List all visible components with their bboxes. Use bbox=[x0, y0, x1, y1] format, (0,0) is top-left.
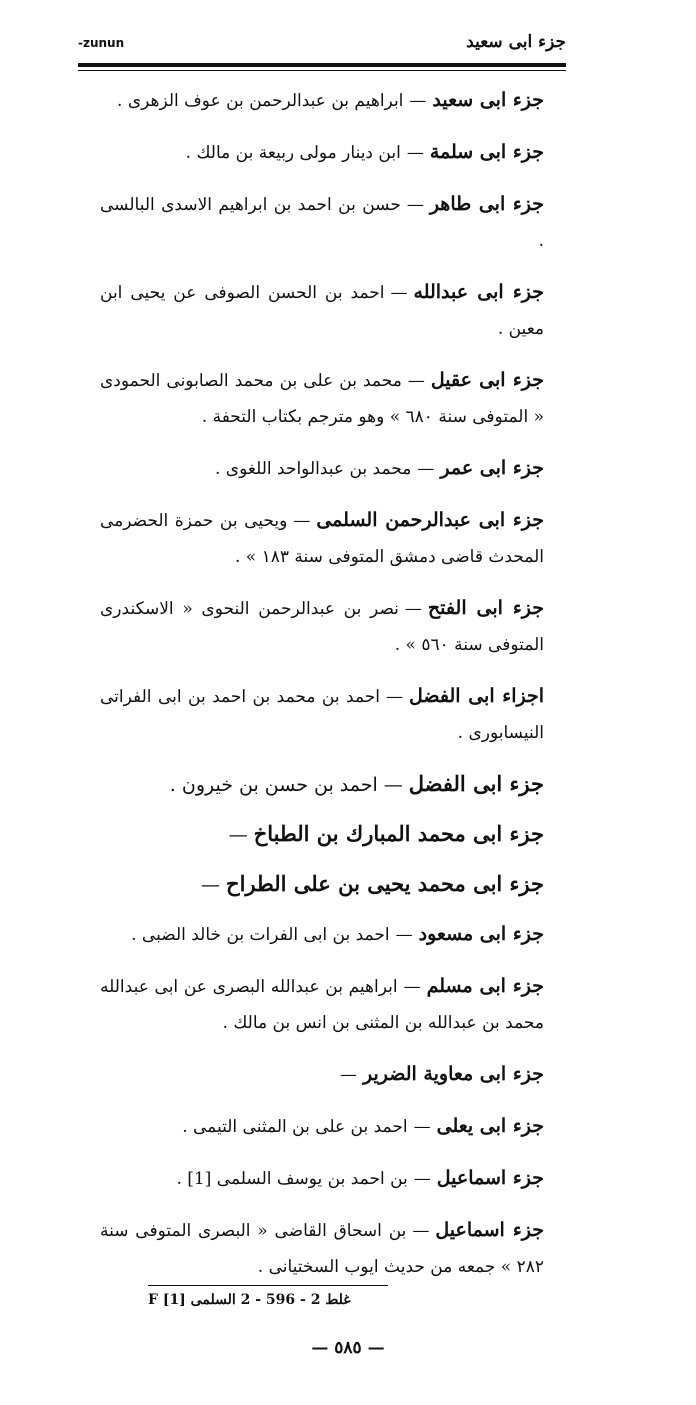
entry-dash: — bbox=[386, 687, 404, 707]
entry-text: ابن دينار مولى ربيعة بن مالك . bbox=[185, 143, 401, 163]
entry-text: احمد بن حسن بن خيرون . bbox=[169, 774, 378, 796]
entry-title: جزء ابى عبدالله bbox=[413, 281, 544, 303]
entry-title: جزء ابى مسلم bbox=[426, 975, 545, 997]
entry-title: جزء ابى عقيل bbox=[430, 369, 544, 391]
entry-text: احمد بن على بن المثنى التيمى . bbox=[182, 1117, 408, 1137]
header-left-text: -zunun bbox=[78, 36, 125, 50]
entry-title: جزء ابى سعيد bbox=[432, 89, 544, 111]
entry-dash: — bbox=[413, 1117, 431, 1137]
entry-title: جزء ابى محمد يحيى بن على الطراح bbox=[226, 871, 544, 896]
entry-title: جزء ابى الفتح bbox=[427, 597, 544, 619]
entry bbox=[100, 1212, 544, 1285]
entry-title: جزء ابى سلمة bbox=[429, 141, 544, 163]
entry-text: بن اسحاق القاضى « البصرى المتوفى سنة ٢٨٢ » جمعه من حديث ايوب السختيانى . bbox=[100, 1221, 544, 1277]
entry-dash: — bbox=[395, 925, 413, 945]
footnote: غلط 2 - 596 - 2 السلمى F [1] bbox=[148, 1292, 351, 1308]
entry bbox=[100, 968, 544, 1041]
entry bbox=[100, 1056, 544, 1093]
entry-text: ابراهيم بن عبدالله البصرى عن ابى عبدالله محمد بن عبدالله بن المثنى بن انس بن مالك . bbox=[100, 977, 544, 1033]
entry-dash: — bbox=[413, 1169, 431, 1189]
entry-text: نصر بن عبدالرحمن النحوى « الاسكندرى المتوفى سنة ٥٦٠ » . bbox=[100, 599, 544, 655]
entry-title: جزء اسماعيل bbox=[435, 1219, 544, 1241]
entry bbox=[100, 590, 544, 663]
header-rule-thick bbox=[78, 63, 566, 67]
entry bbox=[100, 274, 544, 347]
entry-dash: — bbox=[406, 195, 424, 215]
entry-text: بن احمد بن يوسف السلمى [1] . bbox=[176, 1169, 408, 1189]
page-number: — ٥٨٥ — bbox=[311, 1338, 385, 1358]
entry bbox=[100, 134, 544, 171]
entry-text: ويحيى بن حمزة الحضرمى المحدث قاضى دمشق المتوفى سنة ١٨٣ » . bbox=[100, 511, 544, 567]
entry-title: جزء ابى عبدالرحمن السلمى bbox=[316, 509, 545, 531]
entry bbox=[100, 916, 544, 953]
entry bbox=[100, 766, 544, 803]
entry bbox=[100, 82, 544, 119]
entry-title: جزء ابى مسعود bbox=[418, 923, 544, 945]
entry-dash: — bbox=[406, 143, 424, 163]
entry bbox=[100, 866, 544, 903]
entry-text: احمد بن ابى الفرات بن خالد الضبى . bbox=[131, 925, 390, 945]
entry-title: جزء اسماعيل bbox=[436, 1167, 544, 1189]
entry bbox=[100, 678, 544, 751]
entry-dash: — bbox=[403, 977, 421, 997]
entry-text: احمد بن الحسن الصوفى عن يحيى ابن معين . bbox=[100, 283, 544, 339]
entry-dash: — bbox=[201, 874, 221, 896]
page-header bbox=[78, 30, 566, 62]
entry-title: جزء ابى معاوية الضرير bbox=[363, 1063, 544, 1085]
entry-title: جزء ابى طاهر bbox=[429, 193, 544, 215]
entry-title: جزء ابى عمر bbox=[440, 457, 544, 479]
entry bbox=[100, 1160, 544, 1197]
entry-title: اجزاء ابى الفضل bbox=[409, 685, 544, 707]
entry-list bbox=[100, 82, 544, 1300]
entry bbox=[100, 502, 544, 575]
entry-dash: — bbox=[293, 511, 311, 531]
footnote-rule bbox=[148, 1285, 388, 1286]
entry-dash: — bbox=[407, 371, 425, 391]
entry-dash: — bbox=[228, 824, 248, 846]
entry bbox=[100, 362, 544, 435]
entry-title: جزء ابى يعلى bbox=[436, 1115, 544, 1137]
entry-title: جزء ابى الفضل bbox=[408, 771, 544, 796]
entry-dash: — bbox=[383, 774, 403, 796]
entry bbox=[100, 1108, 544, 1145]
entry-text: محمد بن عبدالواحد اللغوى . bbox=[215, 459, 412, 479]
entry-dash: — bbox=[409, 91, 427, 111]
entry-title: جزء ابى محمد المبارك بن الطباخ bbox=[253, 821, 544, 846]
header-rule-thin bbox=[78, 70, 566, 71]
entry-text: حسن بن احمد بن ابراهيم الاسدى البالسى . bbox=[100, 195, 544, 251]
entry-text: احمد بن محمد بن احمد بن ابى الفراتى النيسابورى . bbox=[100, 687, 544, 743]
entry-dash: — bbox=[417, 459, 435, 479]
entry bbox=[100, 186, 544, 259]
entry-dash: — bbox=[412, 1221, 430, 1241]
entry-text: ابراهيم بن عبدالرحمن بن عوف الزهرى . bbox=[117, 91, 404, 111]
running-title: جزء ابى سعيد bbox=[466, 32, 566, 52]
entry-dash: — bbox=[390, 283, 408, 303]
entry-text: محمد بن على بن محمد الصابونى الحمودى « المتوفى سنة ٦٨٠ » وهو مترجم بكتاب التحفة . bbox=[100, 371, 544, 427]
entry-dash: — bbox=[340, 1065, 357, 1085]
entry-dash: — bbox=[404, 599, 422, 619]
entry bbox=[100, 816, 544, 853]
entry bbox=[100, 450, 544, 487]
